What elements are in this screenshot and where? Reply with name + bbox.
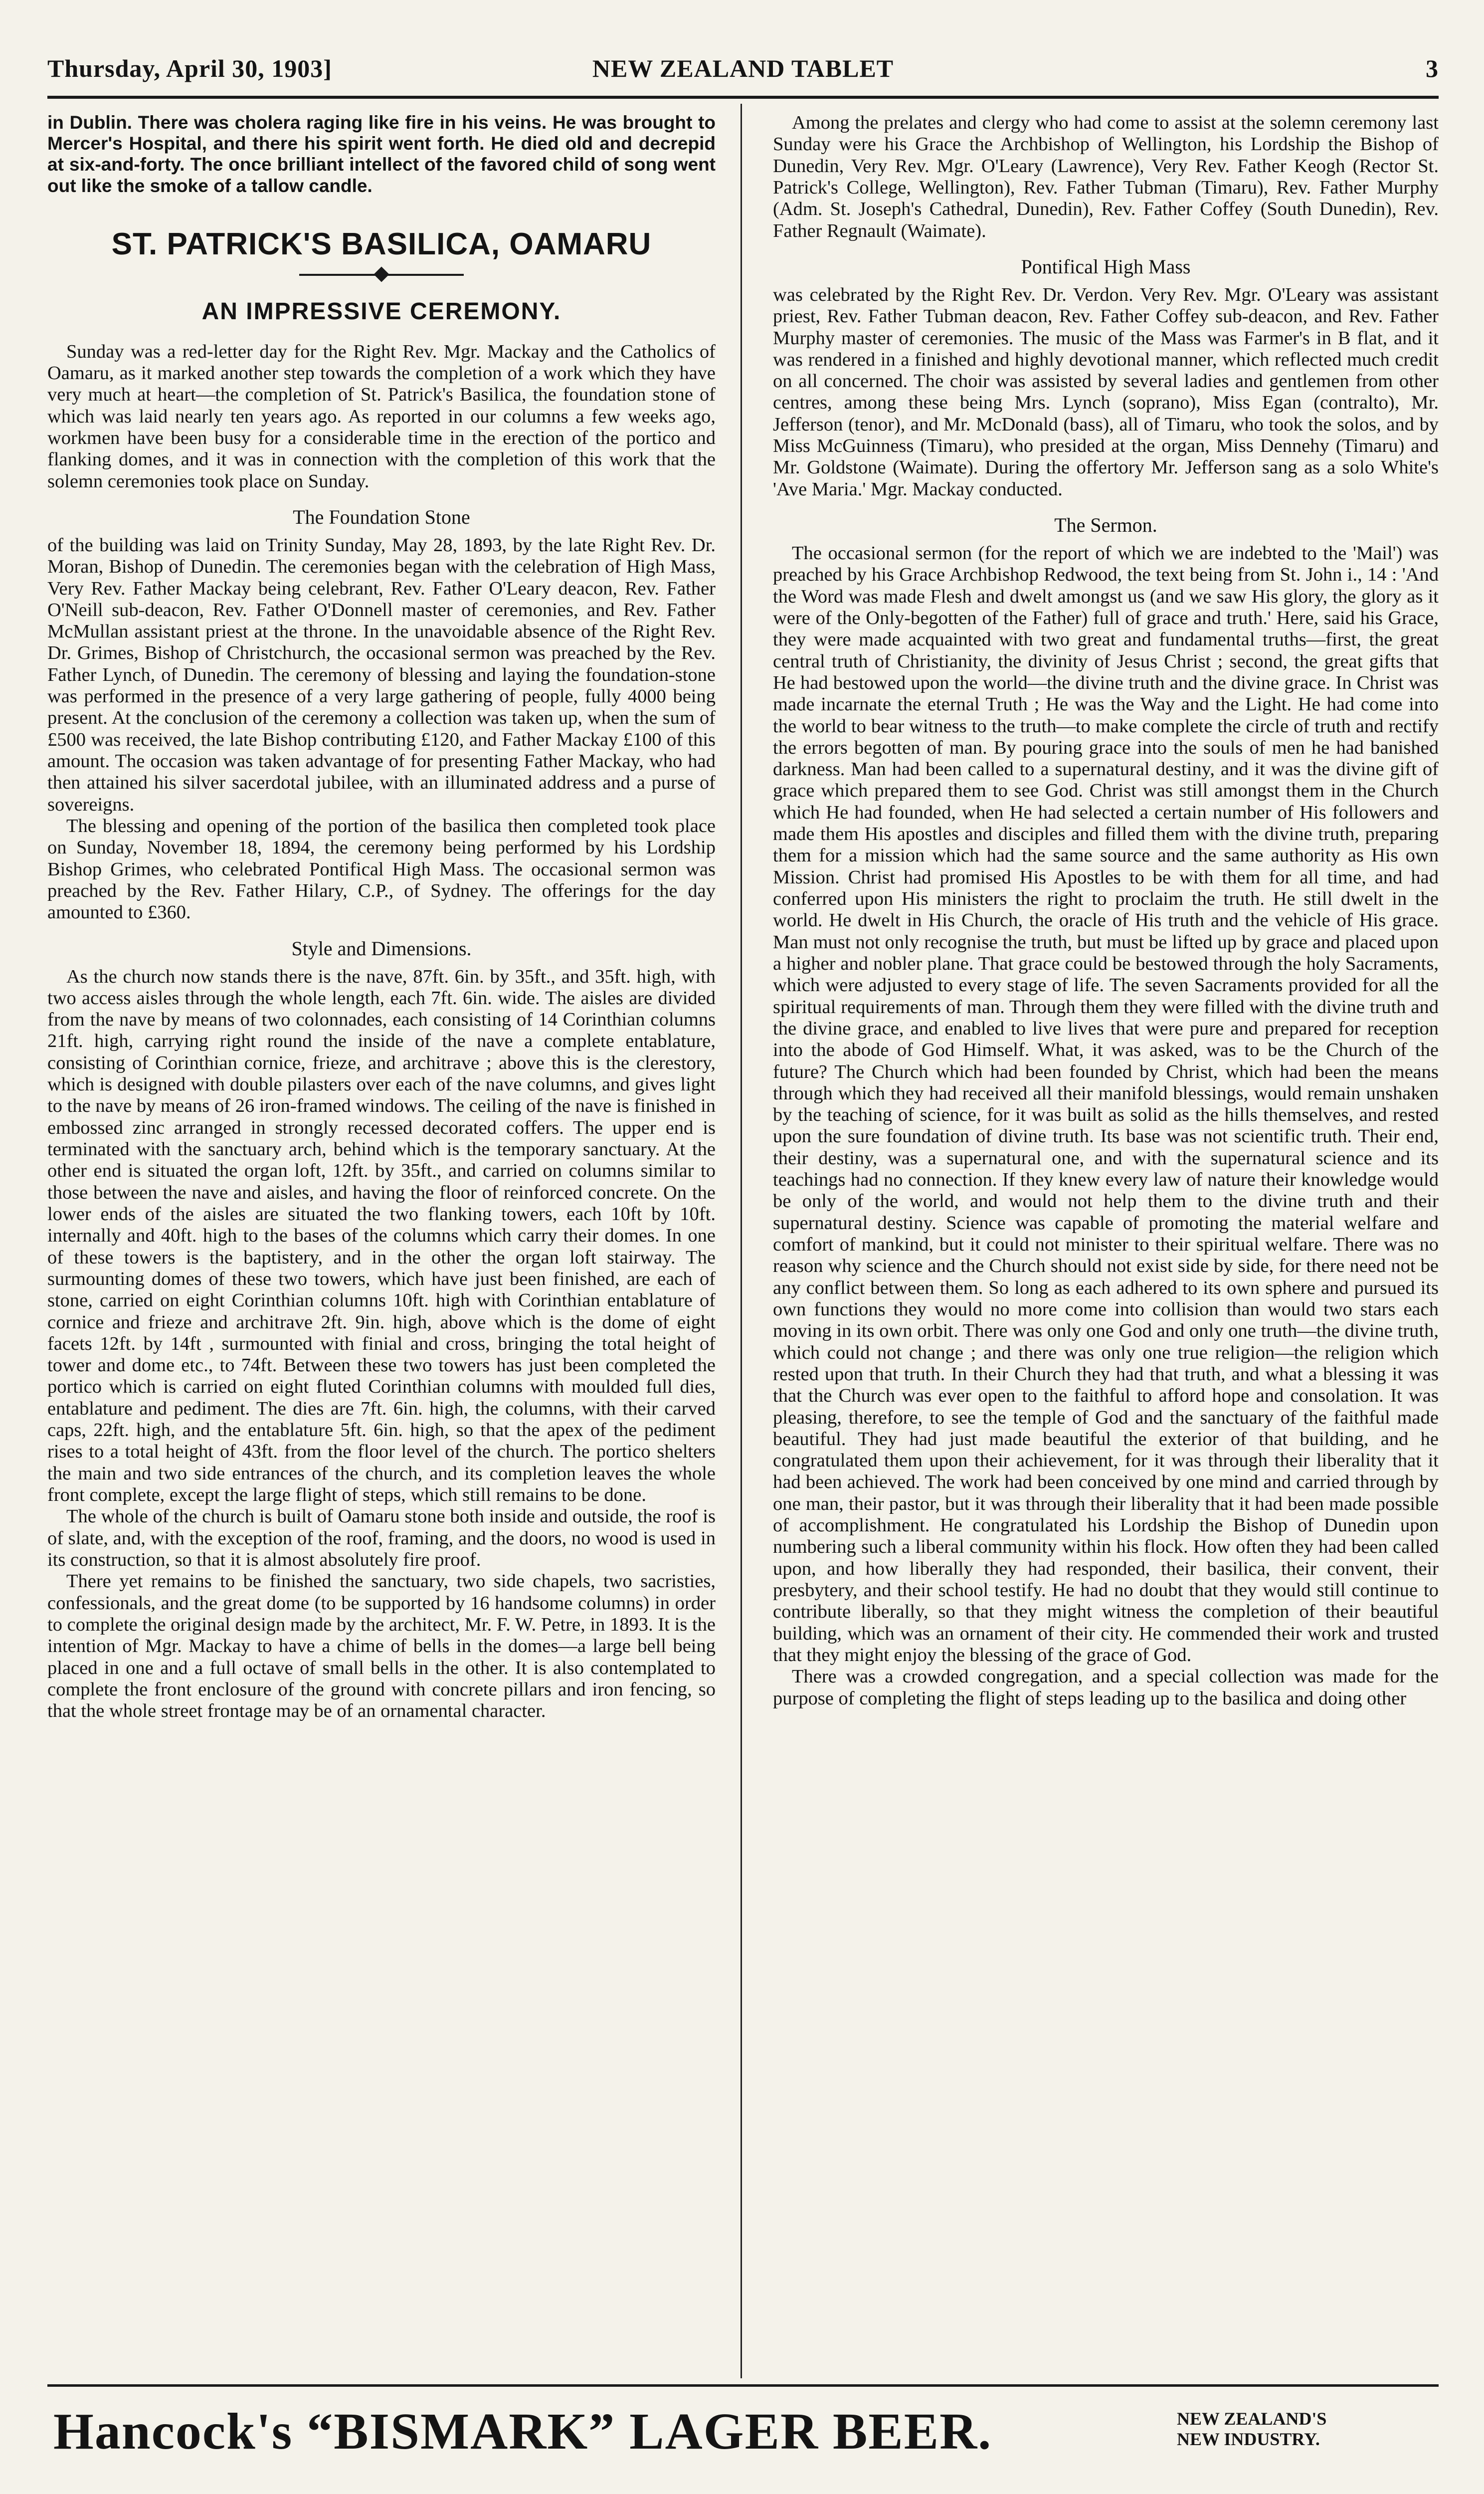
section-heading-mass: Pontifical High Mass bbox=[1021, 255, 1191, 278]
paragraph: The whole of the church is built of Oamaru stone both inside and outside, the roof is of slate, and, with the exception of the roof, framing, and the doors, no wood is used in its construction, so that it is almost absolutely fire proof. bbox=[47, 1506, 716, 1570]
paragraph: was celebrated by the Right Rev. Dr. Verdon. Very Rev. Mgr. O'Leary was assistant priest, Rev. Father Tubman deacon, Rev. Father Coffey sub-deacon, and Rev. Father Murphy master of ceremonies. The music of the Mass was Farmer's in B flat, and it was rendered in a finished and highly devotional manner, which reflected much credit on all concerned. The choir was assisted by several ladies and gentlemen from other centres, among these being Mrs. Lynch (soprano), Miss Egan (contralto), Mr. Jefferson (tenor), and Mr. McDonald (bass), all of Timaru, who took the solos, and by Miss McGuinness (Timaru), who presided at the organ, Miss Dennehy (Timaru) and Mr. Goldstone (Waimate). During the offertory Mr. Jefferson sang as a solo White's 'Ave Maria.' Mgr. Mackay conducted. bbox=[773, 284, 1439, 500]
section-heading-sermon: The Sermon. bbox=[1054, 514, 1157, 536]
ad-tagline-line1: NEW ZEALAND'S bbox=[1177, 2409, 1327, 2429]
paragraph: The blessing and opening of the portion of the basilica then completed took place on Sunday, November 18, 1894, the ceremony being performed by his Lordship Bishop Grimes, who celebrated Pontifical High Mass. The occasional sermon was preached by the Rev. Father Hilary, C.P., of Sydney. The offerings for the day amounted to £360. bbox=[47, 815, 716, 923]
advertisement bbox=[47, 2402, 1439, 2462]
lead-in-paragraph: in Dublin. There was cholera raging like fire in his veins. He was brought to Mercer's Hospital, and there his spirit went forth. He died old and decrepid at six-and-forty. The once brilliant intellect of the favored child of song went out like the smoke of a tallow candle. bbox=[47, 112, 716, 196]
paragraph: There yet remains to be finished the sanctuary, two side chapels, two sacristies, confessionals, and the great dome (to be supported by 16 handsome columns) in order to complete the original design made by the architect, Mr. F. W. Petre, in 1893. It is the intention of Mgr. Mackay to have a chime of bells in the domes—a large bell being placed in one and a full octave of small bells in the other. It is also contemplated to complete the front enclosure of the ground with concrete pillars and iron fencing, so that the whole street frontage may be of an ornamental character. bbox=[47, 1571, 716, 1722]
section-heading-style: Style and Dimensions. bbox=[291, 937, 472, 960]
diamond-ornament-icon bbox=[373, 266, 389, 282]
ad-tagline bbox=[1177, 2409, 1416, 2450]
paragraph: As the church now stands there is the nave, 87ft. 6in. by 35ft., and 35ft. high, with two access aisles through the whole length, each 7ft. 6in. wide. The aisles are divided from the nave by means of two colonnades, each consisting of 14 Corinthian columns 21ft. high, carrying right round the inside of the nave a complete entablature, consisting of Corinthian cornice, frieze, and architrave ; above this is the clerestory, which is designed with double pilasters over each of the nave columns, and gives light to the nave by means of 26 iron-framed windows. The ceiling of the nave is finished in embossed zinc arranged in strongly recessed decorated coffers. The upper end is terminated with the sanctuary arch, behind which is the temporary sanctuary. At the other end is situated the organ loft, 12ft. by 35ft., and carried on columns similar to those between the nave and aisles, and having the floor of reinforced concrete. On the lower ends of the aisles are situated the two flanking towers, each 10ft by 10ft. internally and 40ft. high to the bases of the columns which carry their domes. In one of these towers is the baptistery, and in the other the organ loft stairway. The surmounting domes of these two towers, which have just been finished, are each of stone, carried on eight Corinthian columns 10ft. high with Corinthian entablature of cornice and frieze and architrave 2ft. 9in. high, above which is the dome of eight facets 12ft. by 14ft , surmounted with finial and cross, bringing the total height of tower and dome etc., to 74ft. Between these two towers has just been completed the portico which is carried on eight fluted Corinthian columns with moulded full dies, entablature and pediment. The dies are 7ft. 6in. high, the columns, with their carved caps, 22ft. high, and the entablature 5ft. 6in. high, so that the apex of the pediment rises to a total height of 43ft. from the floor level of the church. The portico shelters the main and two side entrances of the church, and its completion leaves the whole front complete, except the large flight of steps, which still remains to be done. bbox=[47, 966, 716, 1505]
right-column bbox=[773, 112, 1439, 2372]
left-column bbox=[47, 112, 716, 2372]
page-number: 3 bbox=[1426, 54, 1439, 82]
article-headline: ST. PATRICK'S BASILICA, OAMARU bbox=[111, 226, 652, 261]
paragraph: There was a crowded congregation, and a special collection was made for the purpose of completing the flight of steps leading up to the basilica and doing other bbox=[773, 1666, 1439, 1709]
ornamental-rule bbox=[299, 269, 464, 281]
clergy-paragraph: Among the prelates and clergy who had come to assist at the solemn ceremony last Sunday were his Grace the Archbishop of Wellington, his Lordship the Bishop of Dunedin, Very Rev. Mgr. O'Leary (Lawrence), Very Rev. Father Keogh (Rector St. Patrick's College, Wellington), Rev. Father Tubman (Timaru), Rev. Father Murphy (Adm. St. Joseph's Cathedral, Dunedin), Rev. Father Coffey (South Dunedin), Rev. Father Regnault (Waimate). bbox=[773, 112, 1439, 241]
paragraph: The occasional sermon (for the report of which we are indebted to the 'Mail') was preached by his Grace Archbishop Redwood, the text being from St. John i., 14 : 'And the Word was made Flesh and dwelt amongst us (and we saw His glory, the glory as it were of the Only-begotten of the Father) full of grace and truth.' Here, said his Grace, they were made acquainted with two great and fundamental truths—first, the great central truth of Christianity, the divinity of Jesus Christ ; second, the great gifts that He had bestowed upon the world—the divine truth and the divine grace. In Christ was made incarnate the eternal Truth ; He was the Way and the Light. He had come into the world to bear witness to the truth—to make complete the circle of truth and rectify the errors begotten of man. By pouring grace into the souls of men he had banished darkness. Man had been called to a supernatural destiny, and it was the divine gift of grace which prepared them to see God. Christ was still amongst them in the Church which He had founded, when He had selected a certain number of His followers and made them His apostles and disciples and filled them with the divine truth, preparing them for a mission which had the same source and the same authority as His own Mission. Christ had promised His Apostles to be with them for all time, and had conferred upon His ministers the right to proclaim the truth. He still dwelt in the world. He dwelt in His Church, the oracle of His truth and the vehicle of His grace. Man must not only recognise the truth, but must be lifted up by grace and placed upon a higher and nobler plane. That grace could be bestowed through the holy Sacraments, which were adjusted to every stage of life. The seven Sacraments provided for all the spiritual requirements of man. Through them they were filled with the divine truth and the divine grace, and enabled to live lives that were pure and prepared for reception into the abode of God Himself. What, it was asked, was to be the Church of the future? The Church which had been founded by Christ, which had been the means through which they had received all their manifold blessings, would remain unshaken by the teaching of science, for it was built as solid as the hills themselves, and rested upon the sure foundation of divine truth. Its base was not scientific truth. Their end, their destiny, was a supernatural one, and with the supernatural science and its teachings had no connection. If they knew every law of nature their knowledge would be only of the world, and would not help them to the divine truth and their supernatural destiny. Science was capable of promoting the material welfare and comfort of mankind, but it could not minister to their spiritual welfare. There was no reason why science and the Church should not exist side by side, for there need not be any conflict between them. So long as each adhered to its own sphere and pursued its own functions they would no more come into collision than would two stars each moving in its own orbit. There was only one God and only one truth—the divine truth, which could not change ; and there was only one true religion—the religion which rested upon that truth. In their Church they had that truth, and what a blessing it was that the Church was ever open to the faithful to afford hope and consolation. It was pleasing, therefore, to see the temple of God and the sanctuary of the faithful made beautiful. They had just made beautiful the exterior of that building, and he congratulated them upon their achievement, for it was through their liberality that it had been achieved. The work had been conceived by one mind and carried through by one man, their pastor, but it was through their liberality that it had been made possible of accomplishment. He congratulated his Lordship the Bishop of Dunedin upon numbering such a liberal community within his flock. How often they had been called upon, and how liberally they had responded, their basilica, their convent, their presbytery, and their school testify. He had no doubt that they would still continue to contribute liberally, so that they might witness the completion of their beautiful building, which was an ornament of their city. He commended their work and trusted that they might enjoy the blessing of the grace of God. bbox=[773, 543, 1439, 1665]
ad-tagline-line2: NEW INDUSTRY. bbox=[1177, 2429, 1320, 2450]
paragraph: of the building was laid on Trinity Sunday, May 28, 1893, by the late Right Rev. Dr. Moran, Bishop of Dunedin. The ceremonies began with the celebration of High Mass, Very Rev. Father Mackay being celebrant, Rev. Father O'Leary deacon, Rev. Father O'Neill sub-deacon, Rev. Father O'Donnell master of ceremonies, and Rev. Father McMullan assistant priest at the throne. In the unavoidable absence of the Right Rev. Dr. Grimes, Bishop of Christchurch, the occasional sermon was preached by the Rev. Father Lynch, of Dunedin. The ceremony of blessing and laying the foundation-stone was performed in the presence of a very large gathering of people, fully 4000 being present. At the conclusion of the ceremony a collection was taken up, when the sum of £500 was received, the late Bishop contributing £120, and Father Mackay £100 of this amount. The occasion was taken advantage of for presenting Father Mackay, who had then attained his silver sacerdotal jubilee, with an illuminated address and a purse of sovereigns. bbox=[47, 534, 716, 815]
publication-title: NEW ZEALAND TABLET bbox=[592, 54, 894, 82]
newspaper-page bbox=[47, 50, 1439, 2469]
article-subheadline: AN IMPRESSIVE CEREMONY. bbox=[201, 298, 561, 325]
issue-date: Thursday, April 30, 1903] bbox=[47, 54, 332, 82]
section-heading-foundation: The Foundation Stone bbox=[293, 505, 470, 528]
running-head bbox=[47, 50, 1439, 99]
ad-headline: Hancock's “BISMARK” LAGER BEER. bbox=[53, 2403, 992, 2460]
column-divider bbox=[741, 104, 742, 2378]
intro-paragraph: Sunday was a red-letter day for the Right Rev. Mgr. Mackay and the Catholics of Oamaru, as it marked another step towards the completion of a work which they have very much at heart—the completion of St. Patrick's Basilica, the foundation stone of which was laid nearly ten years ago. As reported in our columns a few weeks ago, workmen have been busy for a considerable time in the erection of the portico and flanking domes, and it was in connection with the completion of this work that the solemn ceremonies took place on Sunday. bbox=[47, 341, 716, 492]
footer-rule bbox=[47, 2384, 1439, 2387]
